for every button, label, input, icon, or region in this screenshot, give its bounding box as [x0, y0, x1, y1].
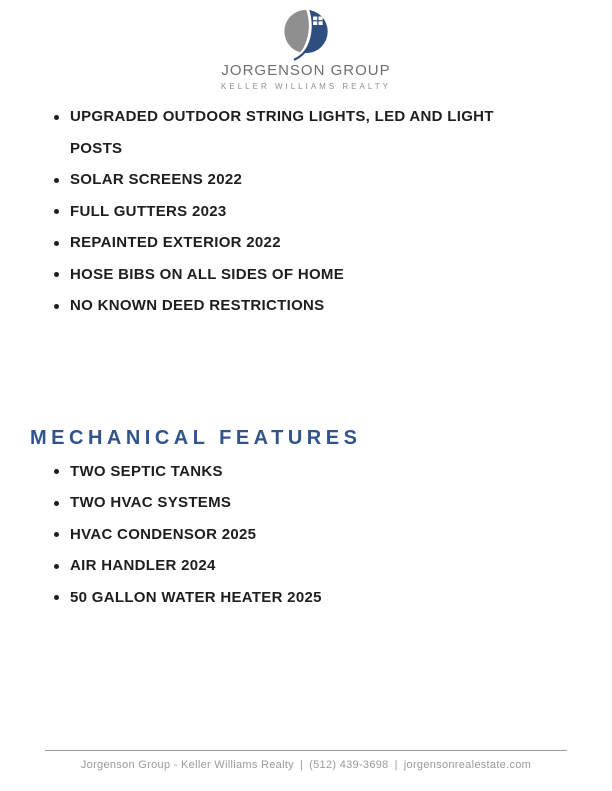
- brand-logo-icon: [281, 7, 331, 61]
- feature-item: UPGRADED OUTDOOR STRING LIGHTS, LED AND LIGHT POSTS: [70, 101, 508, 164]
- feature-item: SOLAR SCREENS 2022: [70, 164, 508, 196]
- exterior-features-list: [0, 101, 612, 322]
- footer-separator: |: [300, 759, 304, 771]
- brand-name: JORGENSON GROUP: [221, 62, 391, 79]
- footer-separator: |: [394, 759, 398, 771]
- brand-header: [0, 0, 612, 91]
- mechanical-features-heading: MECHANICAL FEATURES: [30, 426, 362, 449]
- feature-item: NO KNOWN DEED RESTRICTIONS: [70, 290, 508, 322]
- feature-item: FULL GUTTERS 2023: [70, 196, 508, 228]
- feature-item: HVAC CONDENSOR 2025: [70, 519, 508, 551]
- feature-item: AIR HANDLER 2024: [70, 550, 508, 582]
- mechanical-features-list: [0, 456, 612, 614]
- feature-item: HOSE BIBS ON ALL SIDES OF HOME: [70, 259, 508, 291]
- brand-subtitle: KELLER WILLIAMS REALTY: [221, 82, 391, 91]
- footer-phone: (512) 439-3698: [309, 759, 389, 771]
- footer-brokerage: Jorgenson Group - Keller Williams Realty: [80, 759, 294, 771]
- feature-item: REPAINTED EXTERIOR 2022: [70, 227, 508, 259]
- footer: [45, 750, 567, 771]
- feature-item: 50 GALLON WATER HEATER 2025: [70, 582, 508, 614]
- feature-item: TWO SEPTIC TANKS: [70, 456, 508, 488]
- feature-item: TWO HVAC SYSTEMS: [70, 487, 508, 519]
- footer-website: jorgensonrealestate.com: [403, 759, 532, 771]
